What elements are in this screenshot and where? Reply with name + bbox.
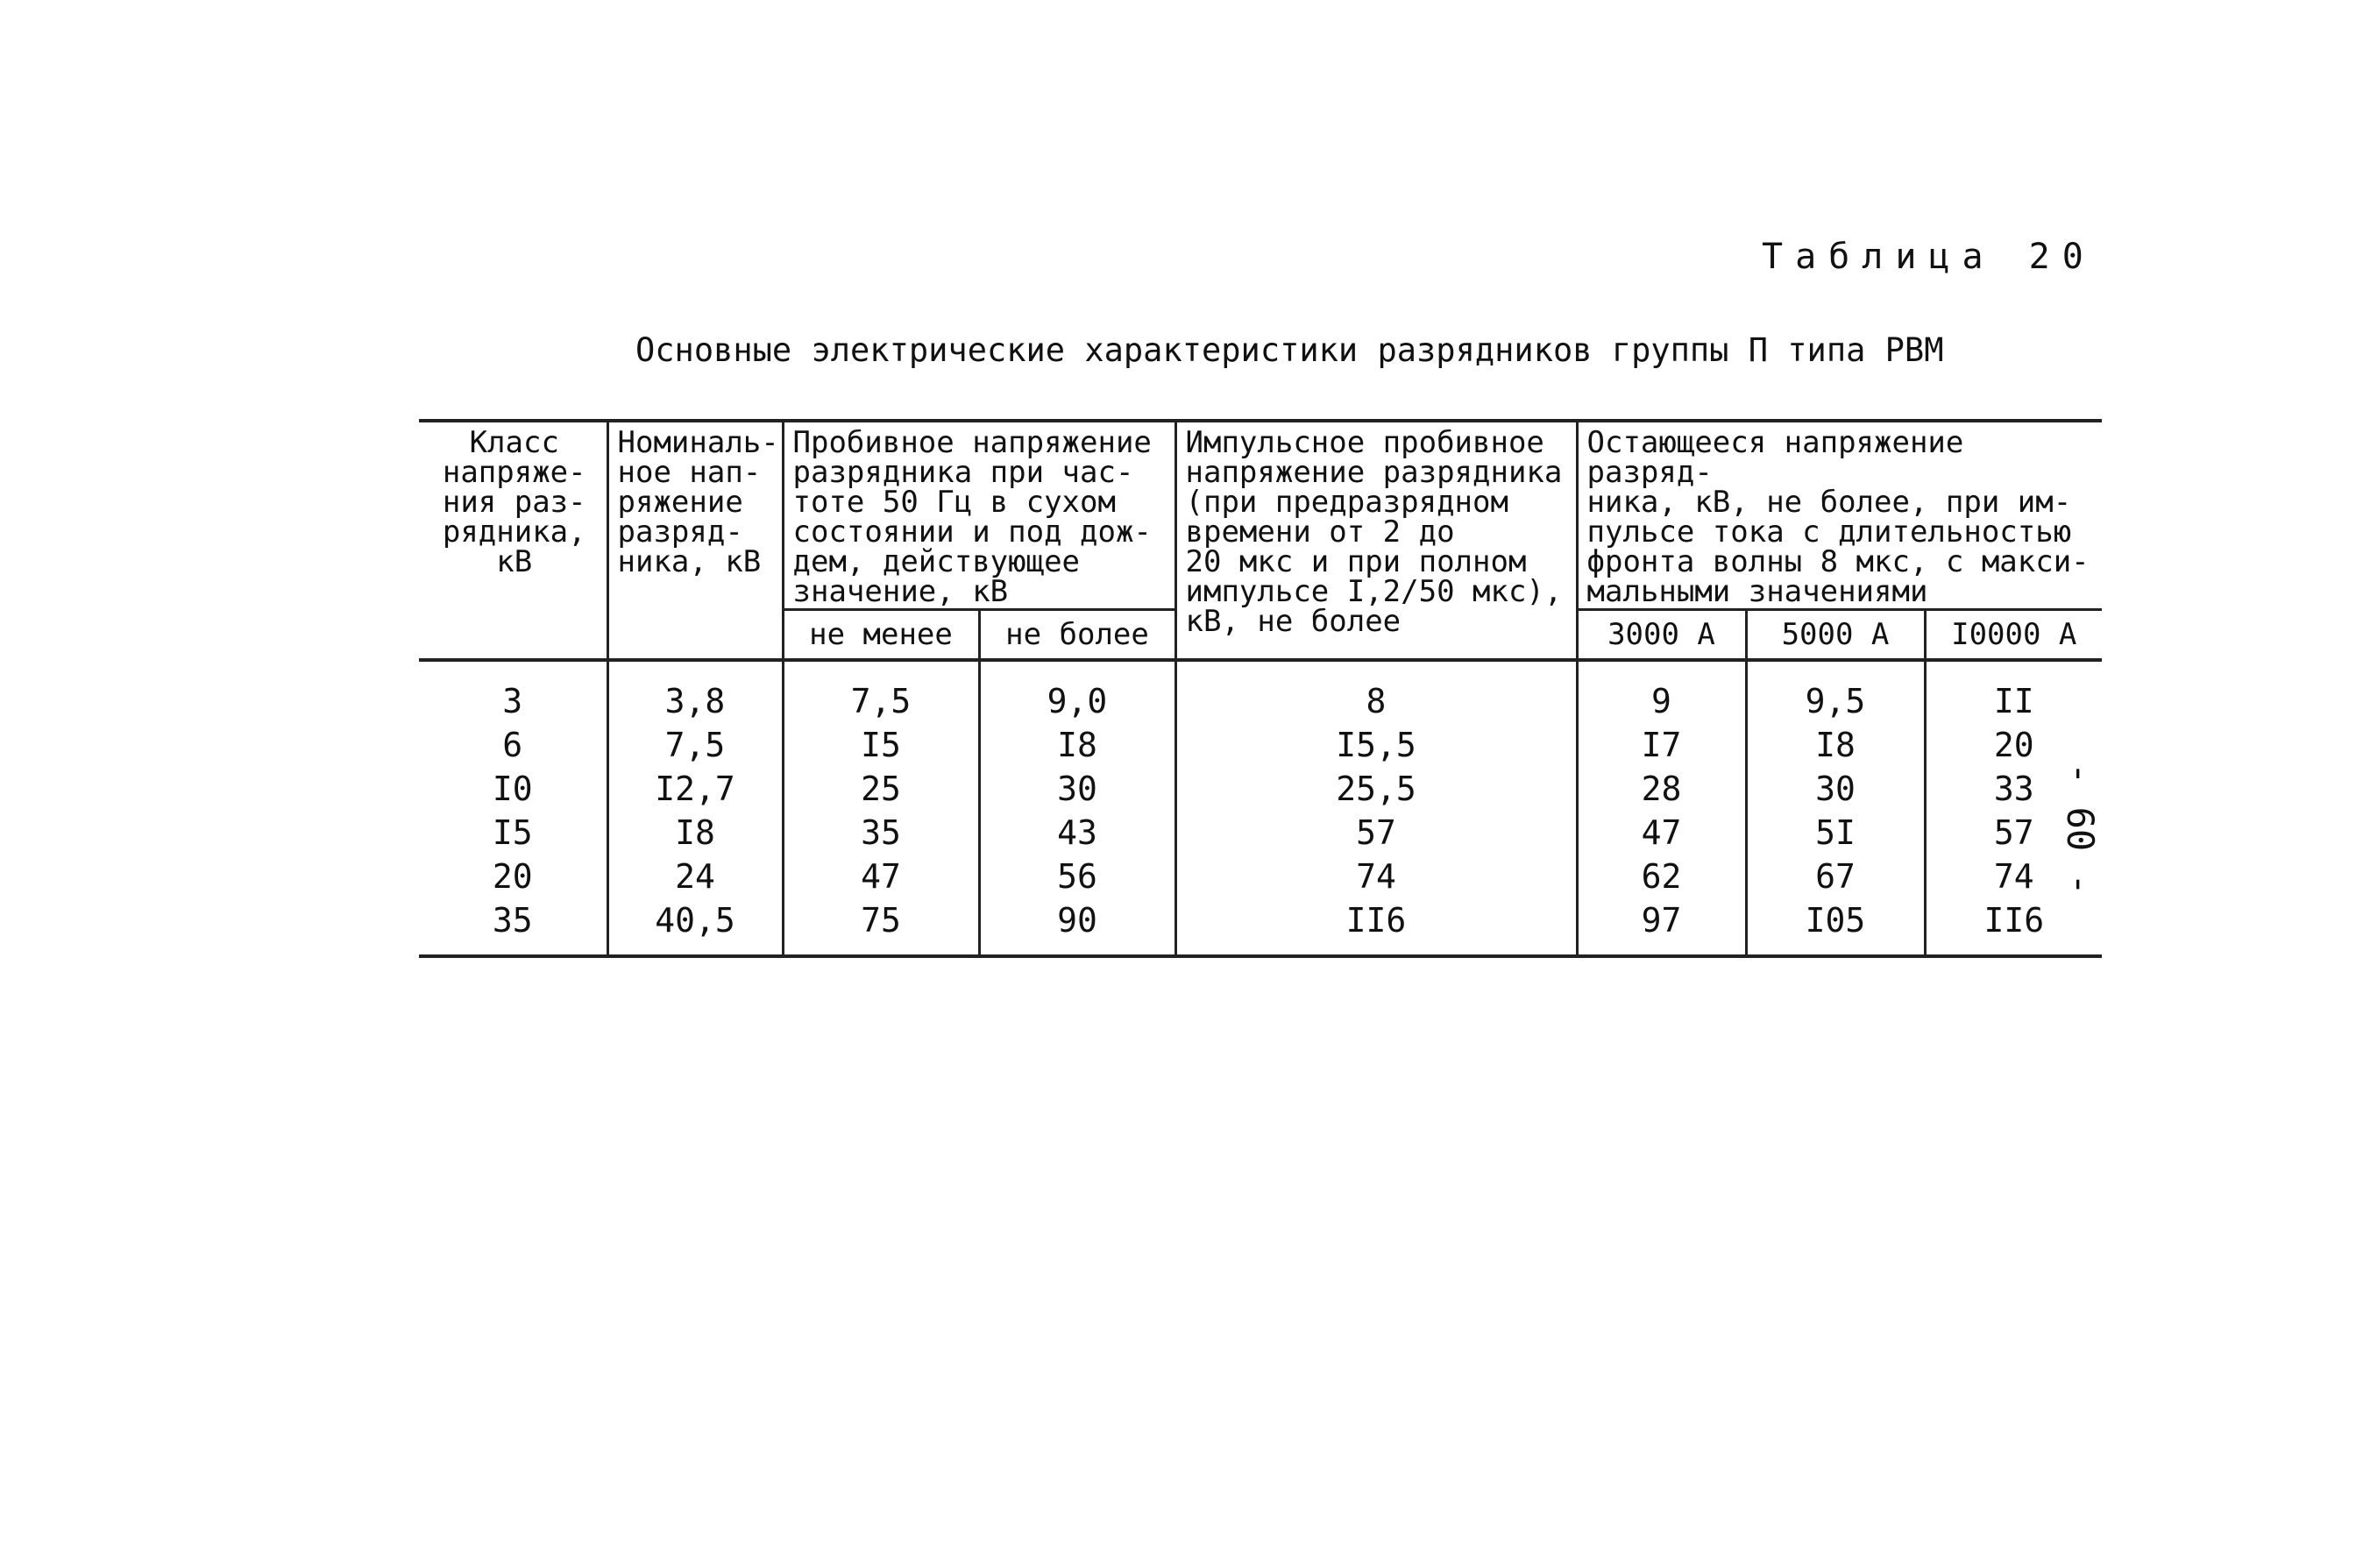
table-cell: I2,7 xyxy=(607,767,783,811)
table-cell: I7 xyxy=(1577,723,1746,767)
table-cell: 7,5 xyxy=(783,660,979,723)
table-cell: 24 xyxy=(607,855,783,898)
table-cell: 56 xyxy=(979,855,1175,898)
table-cell: 9,5 xyxy=(1746,660,1925,723)
table-cell: 40,5 xyxy=(607,898,783,956)
header-class-voltage: Класс напряже- ния раз- рядника, кВ xyxy=(419,421,607,660)
table-cell: I8 xyxy=(1746,723,1925,767)
table-row xyxy=(419,811,2102,855)
table-cell: 8 xyxy=(1175,660,1577,723)
table-cell: 57 xyxy=(1175,811,1577,855)
table-cell: 90 xyxy=(979,898,1175,956)
table-cell: I5 xyxy=(419,811,607,855)
header-breakdown-max: не более xyxy=(979,610,1175,661)
table-cell: 67 xyxy=(1746,855,1925,898)
table-cell: 20 xyxy=(1925,723,2102,767)
table-cell: I5,5 xyxy=(1175,723,1577,767)
table-row xyxy=(419,723,2102,767)
table-row xyxy=(419,855,2102,898)
table-cell: 28 xyxy=(1577,767,1746,811)
table-cell: 25 xyxy=(783,767,979,811)
table-cell: 74 xyxy=(1925,855,2102,898)
table-cell: 6 xyxy=(419,723,607,767)
table-cell: I8 xyxy=(979,723,1175,767)
header-impulse-breakdown: Импульсное пробивное напряжение разрядника (при предразрядном времени от 2 до 20 мкс и при полном импульсе I,2/50 мкс), кВ, не более xyxy=(1175,421,1577,660)
table-cell: 7,5 xyxy=(607,723,783,767)
table-cell: I5 xyxy=(783,723,979,767)
table-cell: I8 xyxy=(607,811,783,855)
table-cell: 57 xyxy=(1925,811,2102,855)
table-cell: I0 xyxy=(419,767,607,811)
arrester-characteristics-table xyxy=(419,419,2102,958)
table-cell: I05 xyxy=(1746,898,1925,956)
header-residual-5000: 5000 А xyxy=(1746,610,1925,661)
table-cell: 43 xyxy=(979,811,1175,855)
table-body xyxy=(419,660,2102,956)
table-row xyxy=(419,898,2102,956)
table-cell: 9,0 xyxy=(979,660,1175,723)
header-residual-voltage: Остающееся напряжение разряд- ника, кВ, не более, при им- пульсе тока с длительностью фронта волны 8 мкс, с макси- мальными значениями xyxy=(1577,421,2102,610)
table-cell: 30 xyxy=(979,767,1175,811)
table-cell: 3,8 xyxy=(607,660,783,723)
table-cell: 74 xyxy=(1175,855,1577,898)
table-cell: 62 xyxy=(1577,855,1746,898)
table-row xyxy=(419,660,2102,723)
table-cell: 47 xyxy=(1577,811,1746,855)
header-residual-10000: I0000 А xyxy=(1925,610,2102,661)
table-cell: 75 xyxy=(783,898,979,956)
table-cell: 47 xyxy=(783,855,979,898)
table-cell: 35 xyxy=(419,898,607,956)
table-cell: 25,5 xyxy=(1175,767,1577,811)
table-cell: 9 xyxy=(1577,660,1746,723)
header-breakdown-50hz: Пробивное напряжение разрядника при час- тоте 50 Гц в сухом состоянии и под дож- дем, действующее значение, кВ xyxy=(783,421,1175,610)
table-label: Таблица 20 xyxy=(1762,237,2096,277)
table-row xyxy=(419,767,2102,811)
table-cell: 35 xyxy=(783,811,979,855)
table-cell: 20 xyxy=(419,855,607,898)
table-cell: II xyxy=(1925,660,2102,723)
table-cell: 5I xyxy=(1746,811,1925,855)
header-breakdown-min: не менее xyxy=(783,610,979,661)
table-cell: 97 xyxy=(1577,898,1746,956)
page-number: - 60 - xyxy=(2059,763,2102,896)
header-residual-3000: 3000 А xyxy=(1577,610,1746,661)
table-cell: II6 xyxy=(1175,898,1577,956)
table-cell: 30 xyxy=(1746,767,1925,811)
table-cell: II6 xyxy=(1925,898,2102,956)
table-title: Основные электрические характеристики разрядников группы П типа РВМ xyxy=(635,331,1944,369)
header-nominal-voltage: Номиналь- ное нап- ряжение разряд- ника, кВ xyxy=(607,421,783,660)
table-cell: 3 xyxy=(419,660,607,723)
table-cell: 33 xyxy=(1925,767,2102,811)
